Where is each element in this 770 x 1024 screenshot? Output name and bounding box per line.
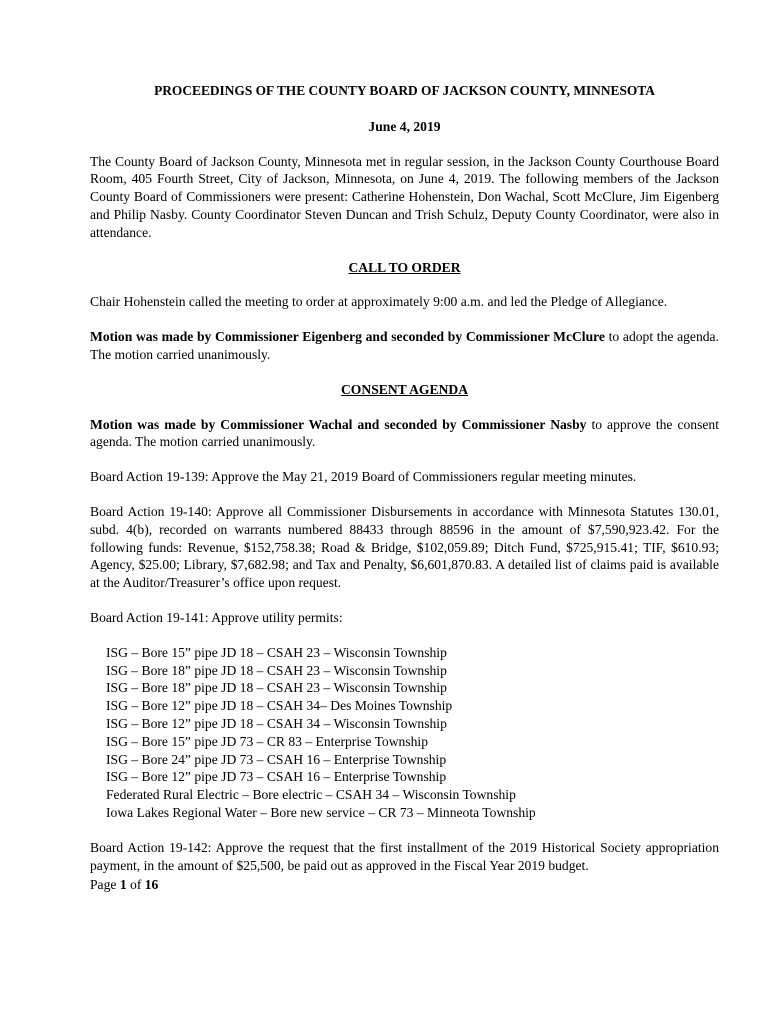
consent-motion-bold: Motion was made by Commissioner Wachal and seconded by Commissioner Nasby: [90, 416, 587, 432]
meeting-date: June 4, 2019: [368, 118, 441, 134]
document-title: PROCEEDINGS OF THE COUNTY BOARD OF JACKSON COUNTY, MINNESOTA: [154, 83, 655, 98]
call-to-order-heading: CALL TO ORDER: [348, 259, 461, 275]
page-of: of: [126, 877, 145, 893]
current-page-number: 1: [119, 877, 127, 893]
document-page: [90, 82, 719, 894]
list-item: ISG – Bore 12” pipe JD 73 – CSAH 16 – Enterprise Township: [106, 769, 447, 785]
list-item: ISG – Bore 12” pipe JD 18 – CSAH 34– Des Moines Township: [106, 698, 453, 714]
board-action-142: Board Action 19-142: Approve the request that the first installment of the 2019 Historical Society appropriation payment, in the amount of $25,500, be paid out as approved in the Fiscal Year 2019 budget.: [90, 839, 719, 873]
board-action-141: Board Action 19-141: Approve utility permits:: [90, 609, 343, 625]
call-to-order-text: Chair Hohenstein called the meeting to order at approximately 9:00 a.m. and led the Pledge of Allegiance.: [90, 294, 668, 310]
list-item: ISG – Bore 12” pipe JD 18 – CSAH 34 – Wisconsin Township: [106, 715, 447, 731]
agenda-motion-bold: Motion was made by Commissioner Eigenberg and seconded by Commissioner McClure: [90, 329, 605, 345]
consent-agenda-heading: CONSENT AGENDA: [340, 381, 469, 397]
list-item: Iowa Lakes Regional Water – Bore new service – CR 73 – Minneota Township: [106, 804, 536, 820]
agenda-motion-paragraph: [90, 328, 719, 364]
page-number-footer: [90, 876, 719, 894]
list-item: ISG – Bore 15” pipe JD 73 – CR 83 – Enterprise Township: [106, 733, 429, 749]
intro-paragraph: The County Board of Jackson County, Minnesota met in regular session, in the Jackson County Courthouse Board Room, 405 Fourth Street, City of Jackson, Minnesota, on June 4, 2019. The following members of the Jackson County Board of Commissioners were present: Catherine Hohenstein, Don Wachal, Scott McClure, Jim Eigenberg and Philip Nasby. County Coordinator Steven Duncan and Trish Schulz, Deputy County Coordinator, were also in attendance.: [90, 153, 719, 240]
utility-permit-list: [90, 644, 719, 822]
total-page-count: 16: [144, 877, 159, 893]
list-item: Federated Rural Electric – Bore electric – CSAH 34 – Wisconsin Township: [106, 787, 516, 803]
list-item: ISG – Bore 18” pipe JD 18 – CSAH 23 – Wisconsin Township: [106, 662, 447, 678]
list-item: ISG – Bore 15” pipe JD 18 – CSAH 23 – Wisconsin Township: [106, 644, 447, 660]
consent-motion-paragraph: [90, 416, 719, 452]
board-action-140: Board Action 19-140: Approve all Commissioner Disbursements in accordance with Minnesota Statutes 130.01, subd. 4(b), recorded on warrants numbered 88433 through 88596 in the amount of $7,590,923.42. For the following funds: Revenue, $152,758.38; Road & Bridge, $102,059.89; Ditch Fund, $725,915.41; TIF, $610.93; Agency, $25.00; Library, $7,682.98; and Tax and Penalty, $6,601,870.83. A detailed list of claims paid is available at the Auditor/Treasurer’s office upon request.: [90, 503, 719, 591]
board-action-139: Board Action 19-139: Approve the May 21, 2019 Board of Commissioners regular meeting minutes.: [90, 469, 637, 485]
list-item: ISG – Bore 24” pipe JD 73 – CSAH 16 – Enterprise Township: [106, 751, 447, 767]
consent-motion-rest: to approve the consent agenda. The motion carried unanimously.: [90, 416, 719, 450]
agenda-motion-rest: to adopt the agenda. The motion carried unanimously.: [90, 329, 719, 362]
page-prefix: Page: [90, 877, 120, 893]
list-item: ISG – Bore 18” pipe JD 18 – CSAH 23 – Wisconsin Township: [106, 680, 447, 696]
